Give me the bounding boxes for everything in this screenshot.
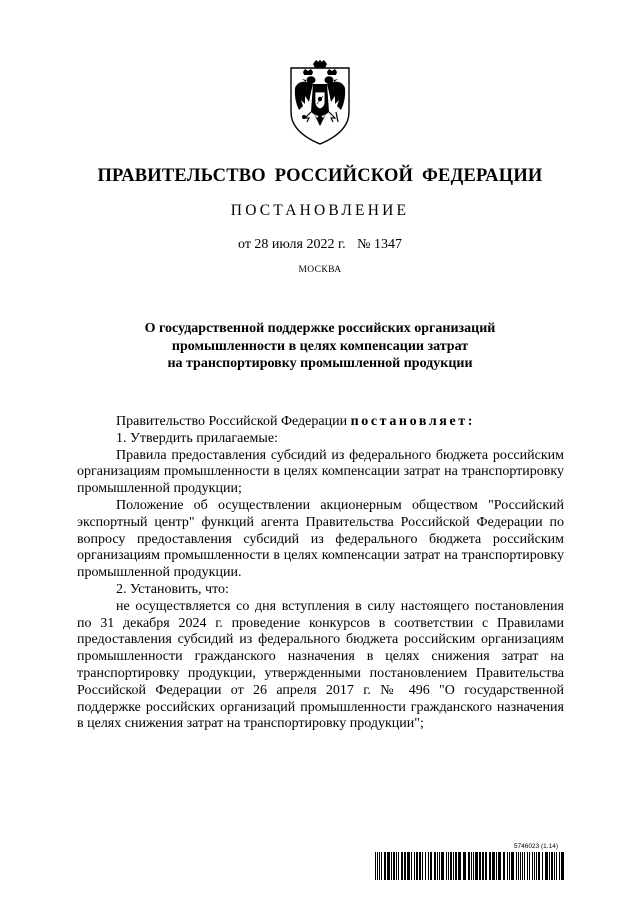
barcode-bar <box>458 852 461 880</box>
barcode-bar <box>496 852 497 880</box>
barcode-bar <box>492 852 495 880</box>
document-date-line <box>0 237 640 253</box>
barcode-bar <box>375 852 376 880</box>
barcode-bar <box>509 852 510 880</box>
barcode-bar <box>404 852 406 880</box>
barcode-bar <box>554 852 555 880</box>
barcode-bar <box>407 852 410 880</box>
barcode-bar <box>416 852 418 880</box>
barcode-bar <box>381 852 382 880</box>
barcode-bar <box>379 852 380 880</box>
barcode-bar <box>437 852 438 880</box>
intro-verb: постановляет: <box>350 414 475 429</box>
barcode-bar <box>479 852 481 880</box>
barcode-bar <box>450 852 452 880</box>
barcode-bar <box>561 852 564 880</box>
document-date: от 28 июля 2022 г. <box>238 237 346 252</box>
barcode-bar <box>393 852 395 880</box>
barcode-bar <box>384 852 386 880</box>
barcode-bar <box>482 852 484 880</box>
barcode-bar <box>430 852 432 880</box>
barcode-bar <box>542 852 543 880</box>
barcode-bar <box>503 852 505 880</box>
barcode-bar <box>468 852 470 880</box>
russian-coat-of-arms-icon <box>289 60 351 148</box>
barcode-bar <box>485 852 487 880</box>
barcode-bar <box>498 852 501 880</box>
barcode-bar <box>414 852 415 880</box>
barcode-bar <box>551 852 553 880</box>
barcode-bar <box>434 852 436 880</box>
barcode-bar <box>425 852 426 880</box>
barcode-bar <box>511 852 514 880</box>
barcode-bar <box>532 852 533 880</box>
barcode-bar <box>522 852 523 880</box>
barcode-bar <box>428 852 429 880</box>
barcode-bar <box>524 852 525 880</box>
barcode-bar <box>489 852 491 880</box>
barcode-bar <box>516 852 517 880</box>
document-body <box>77 414 564 733</box>
document-city: МОСКВА <box>298 265 342 275</box>
barcode-bar <box>411 852 412 880</box>
barcode-bar <box>396 852 397 880</box>
subject-line: промышленности в целях компенсации затрат <box>171 338 469 354</box>
barcode-bar <box>453 852 454 880</box>
barcode-bar <box>538 852 540 880</box>
barcode-icon <box>375 852 565 880</box>
barcode-bar <box>441 852 444 880</box>
item-1-paragraph: 1. Утвердить прилагаемые: <box>116 430 278 446</box>
barcode-bar <box>559 852 560 880</box>
barcode-bar <box>527 852 528 880</box>
document-stamp: 5746023 (1.14) <box>513 843 558 850</box>
barcode-bar <box>518 852 519 880</box>
barcode-bar <box>446 852 447 880</box>
barcode-bar <box>520 852 521 880</box>
barcode-bar <box>387 852 390 880</box>
barcode-bar <box>471 852 472 880</box>
document-subject <box>0 320 640 373</box>
barcode-bar <box>398 852 399 880</box>
barcode-bar <box>448 852 449 880</box>
barcode-bar <box>536 852 537 880</box>
document-number: № 1347 <box>357 237 402 252</box>
barcode-bar <box>475 852 478 880</box>
barcode-bar <box>534 852 535 880</box>
subject-line: на транспортировку промышленной продукции <box>167 356 473 371</box>
barcode-bar <box>401 852 403 880</box>
item-2-a-paragraph: не осуществляется со дня вступления в силу настоящего постановления по 31 декабря 2024 г. проведение конкурсов в соответствии с Правилами предоставления субсидий из федерального бюджета российским организациям промышленности гражданского назначения в целях снижения затрат на транспортировку продукции, утвержденными постановлением Правительства Российской Федерации от 26 апреля 2017 г. № 496 "О государственной поддержке российских организаций промышленности гражданского назначения в целях снижения затрат на транспортировку продукции"; <box>77 598 564 732</box>
barcode-bar <box>377 852 378 880</box>
intro-paragraph <box>77 414 564 431</box>
document-type: ПОСТАНОВЛЕНИЕ <box>230 202 410 219</box>
intro-prefix: Правительство Российской Федерации <box>116 414 348 429</box>
item-2-paragraph: 2. Установить, что: <box>116 581 229 597</box>
government-title: ПРАВИТЕЛЬСТВО РОССИЙСКОЙ ФЕДЕРАЦИИ <box>97 166 543 186</box>
barcode-bar <box>419 852 421 880</box>
barcode-bar <box>473 852 474 880</box>
item-1-b-paragraph: Положение об осуществлении акционерным обществом "Российский экспортный центр" функций агента Правительства Российской Федерации по вопросу предоставления субсидий из федерального бюджета российским организациям промышленности в целях компенсации затрат на транспортировку промышленной продукции. <box>77 497 564 581</box>
barcode-bar <box>439 852 440 880</box>
subject-line: О государственной поддержке российских организаций <box>144 321 496 336</box>
barcode-bar <box>507 852 508 880</box>
barcode-bar <box>422 852 423 880</box>
barcode-bar <box>549 852 550 880</box>
barcode-bar <box>391 852 392 880</box>
barcode-bar <box>545 852 548 880</box>
barcode-bar <box>455 852 457 880</box>
barcode-bar <box>529 852 530 880</box>
item-1-a-paragraph: Правила предоставления субсидий из федерального бюджета российским организациям промышленности в целях компенсации затрат на транспортировку промышленной продукции; <box>77 447 564 497</box>
barcode-bar <box>463 852 466 880</box>
barcode-bar <box>556 852 557 880</box>
